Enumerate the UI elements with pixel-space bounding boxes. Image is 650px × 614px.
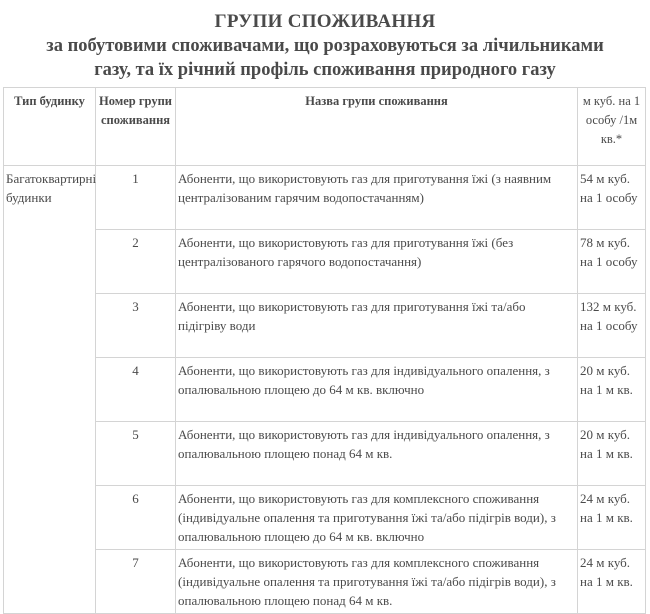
header-norm: м куб. на 1 особу /1м кв.* bbox=[578, 88, 646, 166]
norm-cell: 20 м куб. на 1 м кв. bbox=[578, 422, 646, 486]
group-name-cell: Абоненти, що використовують газ для індивідуального опалення, з опалювальною площею до 64 м кв. включно bbox=[176, 358, 578, 422]
header-group-name: Назва групи споживання bbox=[176, 88, 578, 166]
group-name-cell: Абоненти, що використовують газ для комплексного споживання (індивідуальне опалення та приготування їжі та/або підігрів води), з опалювальною площею понад 64 м кв. bbox=[176, 550, 578, 614]
table-row bbox=[4, 550, 646, 614]
group-name-cell: Абоненти, що використовують газ для комплексного споживання (індивідуальне опалення та приготування їжі та/або підігрів води), з опалювальною площею до 64 м кв. включно bbox=[176, 486, 578, 550]
group-number-cell: 5 bbox=[96, 422, 176, 486]
table-row bbox=[4, 230, 646, 294]
group-name-cell: Абоненти, що використовують газ для приготування їжі (з наявним централізованим гарячим водопостачанням) bbox=[176, 166, 578, 230]
norm-cell: 24 м куб. на 1 м кв. bbox=[578, 486, 646, 550]
document-title bbox=[0, 0, 650, 82]
title-subheading-2: газу, та їх річний профіль споживання природного газу bbox=[94, 60, 556, 80]
norm-cell: 24 м куб. на 1 м кв. bbox=[578, 550, 646, 614]
building-type-cell: Багатоквартирні будинки bbox=[4, 166, 96, 614]
norm-cell: 54 м куб. на 1 особу bbox=[578, 166, 646, 230]
group-number-cell: 1 bbox=[96, 166, 176, 230]
table-row bbox=[4, 166, 646, 230]
table-row bbox=[4, 358, 646, 422]
norm-cell: 20 м куб. на 1 м кв. bbox=[578, 358, 646, 422]
norm-cell: 132 м куб. на 1 особу bbox=[578, 294, 646, 358]
group-name-cell: Абоненти, що використовують газ для індивідуального опалення, з опалювальною площею понад 64 м кв. bbox=[176, 422, 578, 486]
title-heading: ГРУПИ СПОЖИВАННЯ bbox=[214, 11, 436, 32]
title-subheading-1: за побутовими споживачами, що розраховуються за лічильниками bbox=[46, 36, 604, 56]
table-row bbox=[4, 486, 646, 550]
table-row bbox=[4, 294, 646, 358]
group-number-cell: 2 bbox=[96, 230, 176, 294]
norm-cell: 78 м куб. на 1 особу bbox=[578, 230, 646, 294]
group-number-cell: 6 bbox=[96, 486, 176, 550]
header-group-number: Номер групи споживання bbox=[96, 88, 176, 166]
group-number-cell: 7 bbox=[96, 550, 176, 614]
table-header-row bbox=[4, 88, 646, 166]
consumption-groups-table bbox=[3, 87, 646, 614]
group-number-cell: 3 bbox=[96, 294, 176, 358]
group-name-cell: Абоненти, що використовують газ для приготування їжі (без централізованого гарячого водопостачання) bbox=[176, 230, 578, 294]
group-name-cell: Абоненти, що використовують газ для приготування їжі та/або підігріву води bbox=[176, 294, 578, 358]
group-number-cell: 4 bbox=[96, 358, 176, 422]
header-building-type: Тип будинку bbox=[4, 88, 96, 166]
table-row bbox=[4, 422, 646, 486]
